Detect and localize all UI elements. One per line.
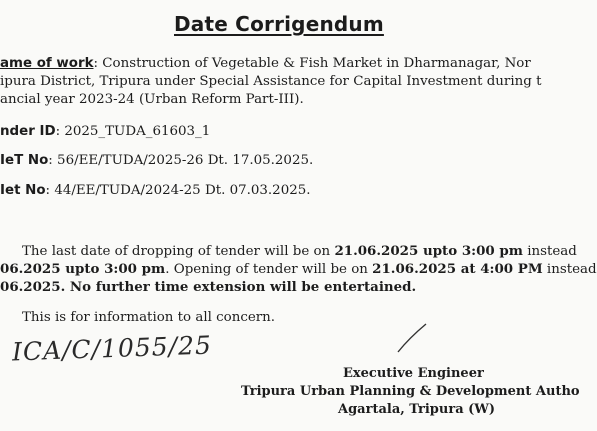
cniet-label: IeT No [0, 153, 49, 168]
niet-line [0, 183, 311, 199]
name-of-work-line-1 [0, 56, 531, 72]
old-last-date: 06.2025 upto 3:00 pm [0, 261, 166, 277]
body-line-2 [0, 261, 597, 278]
body-text: instead [542, 262, 597, 277]
document-title: Date Corrigendum [174, 12, 384, 36]
signatory-location: Agartala, Tripura (W) [338, 402, 496, 417]
tender-id-value: : 2025_TUDA_61603_1 [55, 124, 211, 139]
name-of-work-line-3: ancial year 2023-24 (Urban Reform Part-III). [0, 92, 304, 107]
signatory-organisation: Tripura Urban Planning & Development Autho [241, 384, 580, 399]
body-text: . Opening of tender will be on [165, 262, 373, 277]
name-of-work-text-1: : Construction of Vegetable & Fish Market in Dharmanagar, Nor [93, 56, 531, 71]
tender-id-label: nder ID [0, 124, 56, 139]
niet-label: Iet No [0, 183, 46, 198]
tender-id-line [0, 124, 210, 140]
body-text: The last date of dropping of tender will be on [22, 244, 335, 259]
body-line-3 [0, 279, 416, 296]
new-opening-date: 21.06.2025 at 4:00 PM [372, 261, 543, 277]
body-text: instead [522, 244, 577, 259]
no-extension-notice: . No further time extension will be entertained. [60, 279, 417, 295]
signatory-designation: Executive Engineer [343, 366, 484, 381]
niet-value: : 44/EE/TUDA/2024-25 Dt. 07.03.2025. [45, 183, 311, 198]
handwritten-reference: ICA/C/1055/25 [11, 330, 213, 367]
body-line-1 [22, 243, 577, 260]
cniet-value: : 56/EE/TUDA/2025-26 Dt. 17.05.2025. [48, 153, 314, 168]
name-of-work-label: ame of work [0, 56, 94, 71]
old-opening-date: 06.2025 [0, 279, 61, 295]
information-line: This is for information to all concern. [22, 310, 276, 325]
name-of-work-line-2: ipura District, Tripura under Special Assistance for Capital Investment during t [0, 74, 542, 89]
cniet-line [0, 153, 313, 169]
new-last-date: 21.06.2025 upto 3:00 pm [334, 243, 523, 259]
signature-mark-icon [392, 320, 432, 360]
